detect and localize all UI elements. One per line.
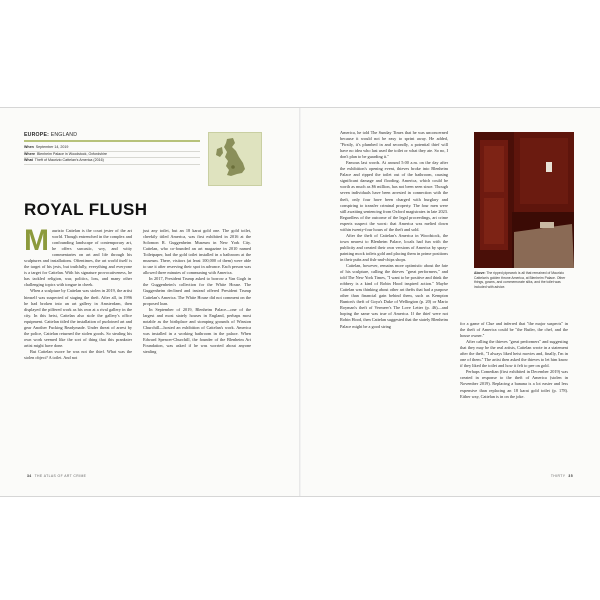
- map-icon: [209, 133, 261, 185]
- photo-image: [474, 132, 574, 268]
- info-row-what: [24, 158, 200, 165]
- england-map: [208, 132, 262, 186]
- running-head: THIRTY: [550, 474, 566, 478]
- right-page: [300, 108, 600, 496]
- right-column-1: [340, 130, 448, 330]
- paragraph: just any toilet, but an 18 karat gold one. The gold toilet, cheekily titled America, was first exhibited in 2016 at the Solomon R. Guggenheim Museum in New York City. Cattelan, who co-founded an art magazine in 2010 named Toiletpaper, had the gold toilet installed in a bathroom at the museum. There, visitors (at least 100,000 of them) were able to use it after reserving their spot in advance. Each person was allowed three minutes of communing with America.: [143, 228, 251, 276]
- info-region: EUROPE: ENGLAND: [24, 132, 200, 142]
- book-spread: [0, 107, 600, 497]
- info-value: Theft of Maurizio Cattelan's America (2016): [34, 158, 104, 163]
- running-head: THE ATLAS OF ART CRIME: [34, 474, 87, 478]
- left-column-2: [143, 228, 251, 355]
- left-column-1: [24, 224, 132, 361]
- caption-lead: Above:: [474, 271, 486, 275]
- info-row-where: [24, 152, 200, 159]
- right-column-2: [460, 321, 568, 400]
- left-footer: [24, 474, 86, 478]
- region-label: EUROPE: [24, 132, 48, 138]
- caption-text: The ripped pipework is all that remained of Maurizio Cattelan's golden throne America, at Blenheim Palace. Other things, gowns, and commemorate silks, and the toilet was included with advice.: [474, 271, 566, 289]
- paragraph: When a sculpture by Cattelan was stolen in 2019, the artist himself was suspected of staging the theft. After all, in 1996 he had broken into an art gallery in Amsterdam, then displayed the pilfered work as his own at a rival gallery in the city. In this heist, Cattelan also stole the gallery's office equipment. Cattelan titled the installation of purloined art and gear Another Fucking Readymade. Under threat of arrest by the police, Cattelan returned the stolen goods. So stealing his own work seemed like the sort of thing that this prankster artist might have done.: [24, 288, 132, 348]
- info-label: What: [24, 158, 33, 163]
- paragraph: aurizio Cattelan is the court jester of the art world. Though entrenched in the complex and confounding landscape of contemporary art, he offers sarcastic, wry, and witty commentaries on art and life through his sculptures and installations. Oftentimes, the art world itself is the target of his jests, but truthfully, everything and everyone is a target for Cattelan. With his signature provocativeness, he has tackled religion, war, politics, loss, and many other challenging topics with tongue in cheek.: [24, 228, 132, 288]
- paragraph: In September of 2019, Blenheim Palace—one of the largest and most stately houses in England, perhaps most notable as the birthplace and stomping grounds of Winston Churchill—hosted an exhibition of Cattelan's work. America was installed in a working bathroom in the palace. When Edward Spencer-Churchill, the founder of the Blenheim Art Foundation, was asked if he was worried about anyone stealing: [143, 306, 251, 354]
- paragraph: Famous last words. At around 5:00 a.m. on the day after the exhibition's opening event, thieves broke into Blenheim Palace and ripped the toilet out of the bathroom, causing significant damage and flooding. America, which could be worth as much as $6 million, has not been seen since. Though seven individuals have been arrested in connection with the theft, only four have been charged with burglary and conspiring to transfer criminal property. The four men were still awaiting sentencing from Oxford magistrates in late 2023. Regardless of the outcome of the legal proceedings, art crime experts suspect the worst: that America was melted down within twenty-four hours of the theft and sold.: [340, 160, 448, 232]
- country-label: ENGLAND: [50, 132, 78, 138]
- paragraph: America, he told The Sunday Times that he was unconcerned because it would not be easy to sprint away. He added, "Firstly, it's plumbed in and secondly, a potential thief will have no idea who last used the toilet or what they ate. So no, I don't plan to be guarding it.": [340, 130, 448, 160]
- info-row-when: [24, 145, 200, 152]
- left-page: [0, 108, 300, 496]
- paragraph: Perhaps Comedian (first exhibited in December 2019) was created in response to the theft of America (stolen in November 2019). Replacing a banana is a lot easier and less expensive than replacing an 18 karat gold toilet (p. 178). Either way, Cattelan is in on the joke.: [460, 369, 568, 399]
- info-label: Where: [24, 151, 35, 156]
- page-number: 35: [568, 474, 573, 478]
- article-title: ROYAL FLUSH: [24, 200, 148, 219]
- info-label: When: [24, 145, 34, 149]
- info-box: [24, 132, 200, 165]
- page-number: 34: [27, 474, 32, 478]
- info-value: Blenheim Palace in Woodstock, Oxfordshire: [36, 151, 108, 156]
- right-footer: [551, 474, 576, 478]
- paragraph: In 2017, President Trump asked to borrow a Van Gogh in the Guggenheim's collection for the White House. The Guggenheim declined and instead offered President Trump Cattelan's America. The White House did not comment on the proposed loan.: [143, 276, 251, 306]
- paragraph: But Cattelan swore he was not the thief. What was the stolen object? A toilet. And not: [24, 348, 132, 360]
- drop-cap: M: [24, 224, 49, 257]
- paragraph: After calling the thieves "great performers" and suggesting that they may be the real artists, Cattelan wrote in a statement after the theft, "I always liked heist movies and, finally, I'm in one of them." The artist then asked the thieves to let him know if they liked the toilet and how it felt to pee on gold.: [460, 339, 568, 369]
- paragraph: Cattelan, however, remains more optimistic about the fate of his sculpture, calling the thieves "great performers," and told The New York Times, "I want to be positive and think the robbery is a kind of Robin Hood inspired action." Maybe Cattelan was thinking about other art thefts that had a purpose other than financial gain behind them, such as Kempton Bunton's theft of Goya's Duke of Wellington (p. 20) or Mario Royman's theft of Vermeer's The Love Letter (p. 46)—and hoping the same was true of America. If the thief were not Robin Hood, then Cattelan suggested that the stately Blenheim Palace might be a good string: [340, 263, 448, 329]
- photo-caption: [474, 271, 574, 289]
- paragraph: After the theft of Cattelan's America in Woodstock, the town nearest to Blenheim Palace, locals had fun with the publicity and created their own versions of America by spray-painting mock toilets gold and placing them in prime positions in their pubs and fish-and-chips shops.: [340, 232, 448, 262]
- bathroom-photo: [474, 132, 574, 268]
- info-value: September 14, 2019: [35, 145, 69, 149]
- paragraph: for a game of Clue and inferred that "the major suspects" in the theft of America could be "the Butler, the chef, and the house owner.": [460, 321, 568, 339]
